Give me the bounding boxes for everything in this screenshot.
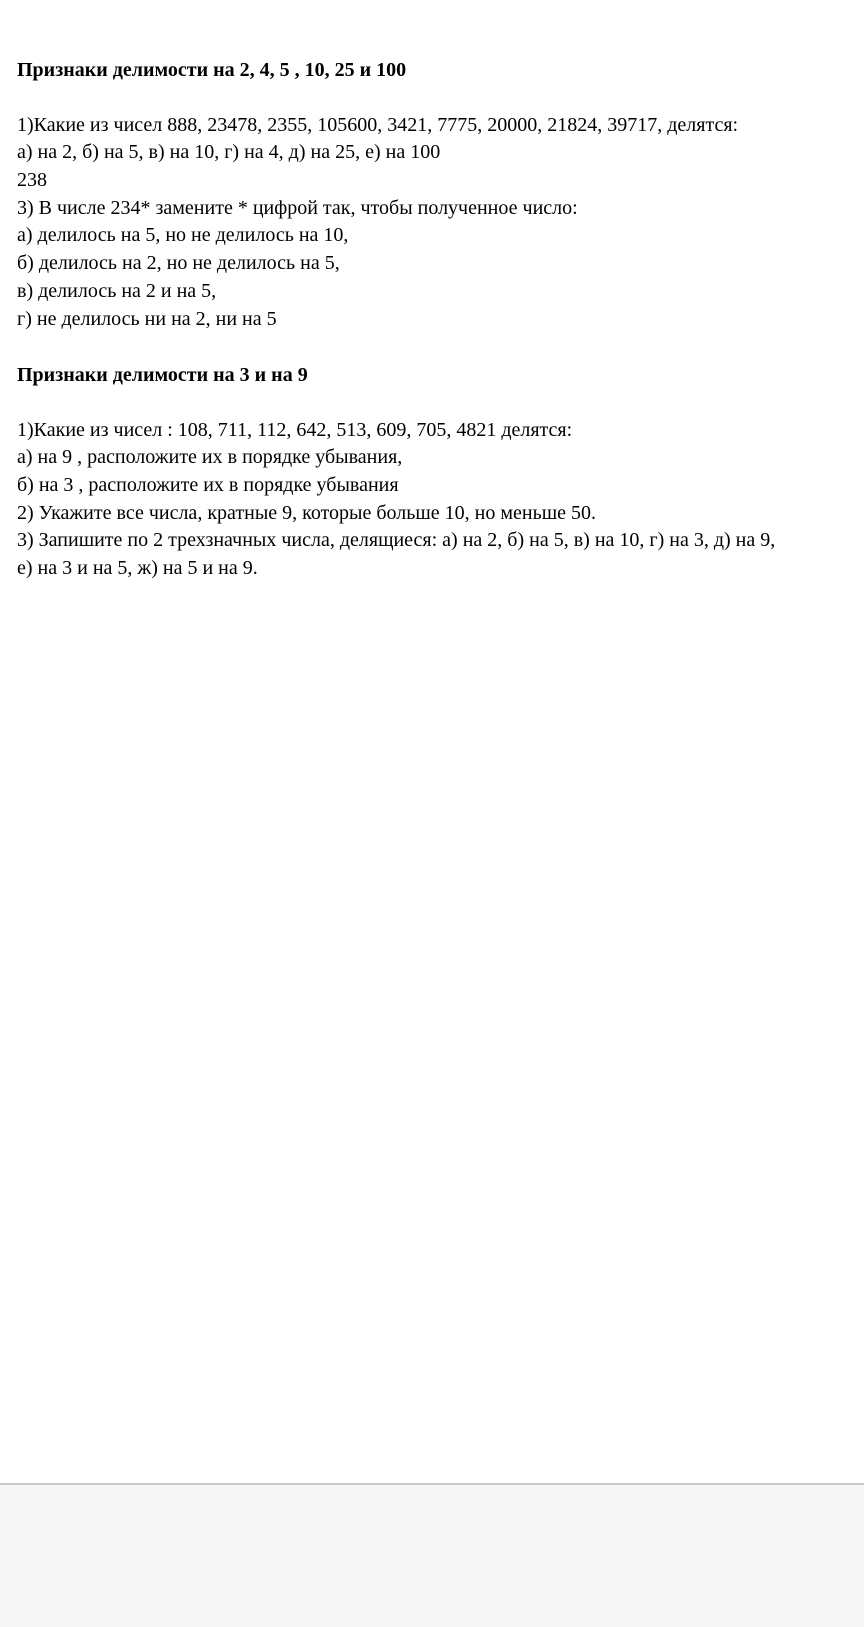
page-footer-area (0, 1483, 864, 1627)
task-line: е) на 3 и на 5, ж) на 5 и на 9. (17, 557, 258, 579)
section-title-divisibility-2-4-5-10-25-100: Признаки делимости на 2, 4, 5 , 10, 25 и 100 (17, 59, 407, 81)
spacer (17, 333, 864, 361)
document-content (17, 56, 864, 583)
task-line: 1)Какие из чисел 888, 23478, 2355, 105600, 3421, 7775, 20000, 21824, 39717, делятся: (17, 113, 739, 136)
task-line: 2) Укажите все числа, кратные 9, которые больше 10, но меньше 50. (17, 501, 597, 524)
task-line: 3) Запишите по 2 трехзначных числа, делящиеся: а) на 2, б) на 5, в) на 10, г) на 3, д) на 9, (17, 529, 776, 552)
task-line: 3) В числе 234* замените * цифрой так, чтобы полученное число: (17, 196, 578, 219)
task-line: а) на 9 , расположите их в порядке убывания, (17, 446, 403, 469)
task-line: 238 (17, 169, 47, 192)
spacer (17, 84, 864, 112)
task-line: б) на 3 , расположите их в порядке убывания (17, 473, 399, 496)
task-line: а) на 2, б) на 5, в) на 10, г) на 4, д) на 25, е) на 100 (17, 141, 441, 164)
section-title-divisibility-3-9: Признаки делимости на 3 и на 9 (17, 363, 308, 386)
task-line: г) не делилось ни на 2, ни на 5 (17, 307, 277, 330)
task-line: в) делилось на 2 и на 5, (17, 279, 217, 302)
task-line: а) делилось на 5, но не делилось на 10, (17, 224, 349, 247)
spacer (17, 389, 864, 417)
task-line: б) делилось на 2, но не делилось на 5, (17, 252, 340, 275)
task-line: 1)Какие из чисел : 108, 711, 112, 642, 513, 609, 705, 4821 делятся: (17, 418, 573, 441)
